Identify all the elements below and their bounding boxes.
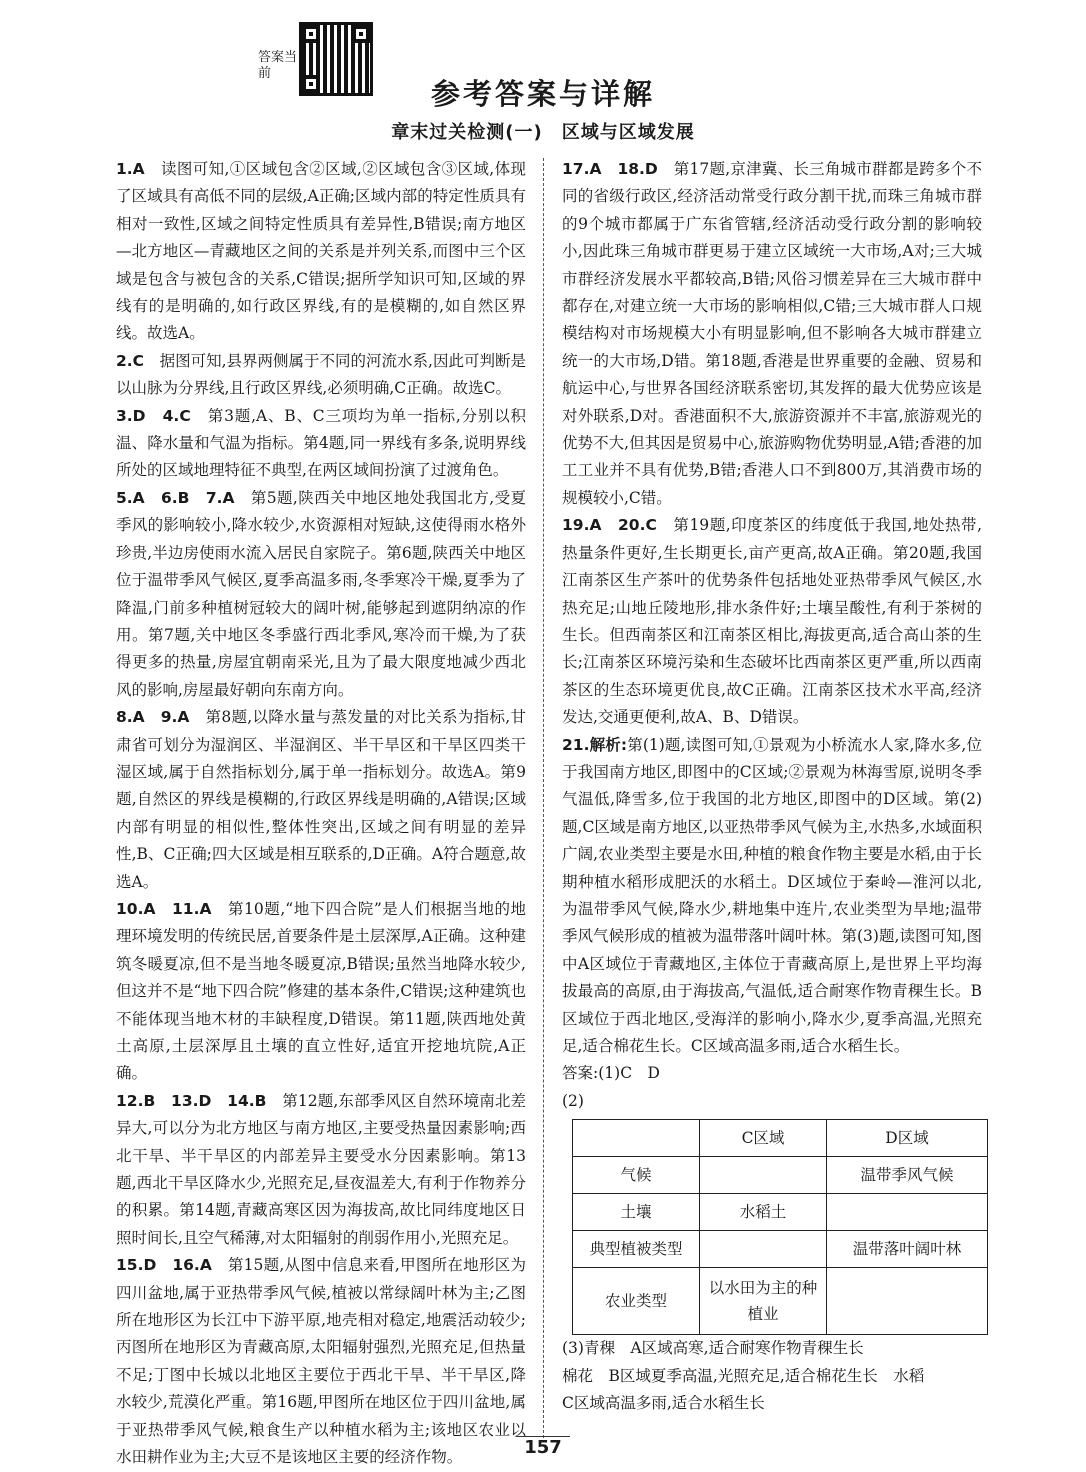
page-title: 参考答案与详解 [430, 77, 655, 111]
right-column [562, 156, 982, 1417]
table-row [573, 1268, 988, 1335]
qr-label: 答案当前 [258, 50, 298, 81]
qr-finder [352, 25, 370, 43]
table-cell: C区域 [700, 1120, 827, 1157]
answer-item: 8.A 9.A 第8题,以降水量与蒸发量的对比关系为指标,甘肃省可划分为湿润区、半湿润区、半干旱区和干旱区四类干湿区域,属于自然指标划分,属于单一指标划分。故选A。第9题,自然区的界线是模糊的,行政区界线是明确的,A错误;区域内部有明显的相似性,整体性突出,区域之间有明显的差异性,B、C正确;四大区域是相互联系的,D正确。A符合题意,故选A。 [116, 708, 526, 891]
answer-item: 19.A 20.C 第19题,印度茶区的纬度低于我国,地处热带,热量条件更好,生长期更长,亩产更高,故A正确。第20题,我国江南茶区生产茶叶的优势条件包括地处亚热带季风气候区,水热充足;山地丘陵地形,排水条件好;土壤呈酸性,有利于茶树的生长。但西南茶区和江南茶区相比,海拔更高,适合高山茶的生长;江南茶区环境污染和生态破坏比西南茶区更严重,所以西南茶区的生态环境更优良,故C正确。江南茶区技术水平高,经济发达,交通更便利,故A、B、D错误。 [562, 516, 982, 727]
table-cell [573, 1120, 700, 1157]
answer-part3-line: 棉花 B区域夏季高温,光照充足,适合棉花生长 水稻 [562, 1366, 925, 1385]
answer-part3-line: (3)青稞 A区域高寒,适合耐寒作物青稞生长 [562, 1339, 864, 1358]
answer-item: 3.D 4.C 第3题,A、B、C三项均为单一指标,分别以积温、降水量和气温为指标。第4题,同一界线有多条,说明界线所处的区域地理特征不典型,在两区域间扮演了过渡角色。 [116, 406, 526, 480]
table-cell [827, 1194, 988, 1231]
table-cell: 温带季风气候 [827, 1157, 988, 1194]
left-column [116, 156, 526, 1472]
answer-item: 21.解析:第(1)题,读图可知,①景观为小桥流水人家,降水多,位于我国南方地区,即图中的C区域;②景观为林海雪原,说明冬季气温低,降雪多,位于我国的北方地区,即图中的D区域。第(2)题,C区域是南方地区,以亚热带季风气候为主,水热多,水域面积广阔,农业类型主要是水田,种植的粮食作物主要是水稻,由于长期种植水稻形成肥沃的水稻土。D区域位于秦岭—淮河以北,为温带季风气候,降水少,耕地集中连片,农业类型为旱地;温带季风气候形成的植被为温带落叶阔叶林。第(3)题,读图可知,图中A区域位于青藏地区,主体位于青藏高原上,是世界上平均海拔最高的高原,由于海拔高,气温低,适合耐寒作物青稞生长。B区域位于西北地区,受海洋的影响小,降水少,夏季高温,光照充足,适合棉花生长。C区域高温多雨,适合水稻生长。 [562, 735, 982, 1055]
page-number [0, 1437, 1086, 1458]
answer-item: 10.A 11.A 第10题,“地下四合院”是人们根据当地的地理环境发明的传统民居,首要条件是土层深厚,A正确。这种建筑冬暖夏凉,但不是当地冬暖夏凉,B错误;虽然当地降水较少,但这并不是“地下四合院”修建的基本条件,C错误;这种建筑也不能体现当地木材的丰缺程度,D错误。第11题,陕西地处黄土高原,土层深厚且土壤的直立性好,适宜开挖地坑院,A正确。 [116, 899, 526, 1083]
answer-item: 1.A 读图可知,①区域包含②区域,②区域包含③区域,体现了区域具有高低不同的层级,A正确;区域内部的特定性质具有相对一致性,区域之间特定性质具有差异性,B错误;南方地区—北方地区—青藏地区之间的关系是并列关系,而图中三个区域是包含与被包含的关系,C错误;据所学知识可知,区域的界线有的是明确的,如行政区界线,有的是模糊的,如自然区界线。故选A。 [116, 160, 526, 343]
answer-part3-line: C区域高温多雨,适合水稻生长 [562, 1394, 765, 1413]
table-cell: 气候 [573, 1157, 700, 1194]
column-divider [543, 158, 544, 1438]
answer-label: 答案:(1)C D [562, 1064, 660, 1083]
table-cell: 水稻土 [700, 1194, 827, 1231]
table-cell: 土壤 [573, 1194, 700, 1231]
qr-finder [302, 25, 320, 43]
answer-table [572, 1119, 988, 1335]
answer-item: 2.C 据图可知,县界两侧属于不同的河流水系,因此可判断是以山脉为分界线,且行政区界线,必须明确,C正确。故选C。 [116, 351, 526, 398]
table-row [573, 1194, 988, 1231]
page-number-text: 157 [516, 1436, 570, 1458]
table-row [573, 1157, 988, 1194]
answer-item: 15.D 16.A 第15题,从图中信息来看,甲图所在地形区为四川盆地,属于亚热带季风气候,植被以常绿阔叶林为主;乙图所在地形区为长江中下游平原,地壳相对稳定,地震活动较少;丙图所在地形区为青藏高原,太阳辐射强烈,光照充足,但热量不足;丁图中长城以北地区主要位于西北干旱、半干旱区,降水较少,荒漠化严重。第16题,甲图所在地区位于四川盆地,属于亚热带季风气候,粮食生产以种植水稻为主;该地区农业以水田耕作业为主;大豆不是该地区主要的经济作物。 [116, 1256, 526, 1467]
table-header-row [573, 1120, 988, 1157]
answer-item: 5.A 6.B 7.A 第5题,陕西关中地区地处我国北方,受夏季风的影响较小,降水较少,水资源相对短缺,这使得雨水格外珍贵,半边房使雨水流入居民自家院子。第6题,陕西关中地区位于温带季风气候区,夏季高温多雨,冬季寒冷干燥,夏季为了降温,门前多种植树冠较大的阔叶树,能够起到遮阴纳凉的作用。第7题,关中地区冬季盛行西北季风,寒冷而干燥,为了获得更多的热量,房屋宜朝南采光,且为了最大限度地减少西北风的影响,房屋最好朝向东南方向。 [116, 488, 526, 699]
table-row [573, 1231, 988, 1268]
table-cell: D区域 [827, 1120, 988, 1157]
table-cell: 典型植被类型 [573, 1231, 700, 1268]
table-cell: 以水田为主的种植业 [700, 1268, 827, 1335]
table-cell [827, 1268, 988, 1335]
answer-item: 17.A 18.D 第17题,京津冀、长三角城市群都是跨多个不同的省级行政区,经济活动常受行政分割干扰,而珠三角城市群的9个城市都属于广东省管辖,经济活动受行政分割的影响较小,因此珠三角城市群更易于建立区域统一大市场,A对;三大城市群经济发展水平都较高,B错;风俗习惯差异在三大城市群中都存在,对建立统一大市场的影响相似,C错;三大城市群人口规模结构对市场规模大小有明显影响,但不影响各大城市群建立统一的大市场,D错。第18题,香港是世界重要的金融、贸易和航运中心,与世界各国经济联系密切,其发挥的最大优势应该是对外联系,D对。香港面积不大,旅游资源并不丰富,旅游观光的优势不大,但其因是贸易中心,旅游购物优势明显,A错;香港的加工工业并不具有优势,B错;香港人口不到800万,其消费市场的规模较小,C错。 [562, 160, 982, 507]
table-cell [700, 1157, 827, 1194]
section-title: 章末过关检测(一) 区域与区域发展 [391, 122, 695, 143]
answer-part2-label: (2) [562, 1091, 584, 1110]
table-cell: 农业类型 [573, 1268, 700, 1335]
table-cell [700, 1231, 827, 1268]
table-cell: 温带落叶阔叶林 [827, 1231, 988, 1268]
answer-item: 12.B 13.D 14.B 第12题,东部季风区自然环境南北差异大,可以分为北方地区与南方地区,主要受热量因素影响;西北干旱、半干旱区的内部差异主要受水分因素影响。第13题,西北干旱区降水少,光照充足,昼夜温差大,有利于作物养分的积累。第14题,青藏高寒区因为海拔高,故比同纬度地区日照时间长,且空气稀薄,对太阳辐射的削弱作用小,光照充足。 [116, 1091, 526, 1247]
